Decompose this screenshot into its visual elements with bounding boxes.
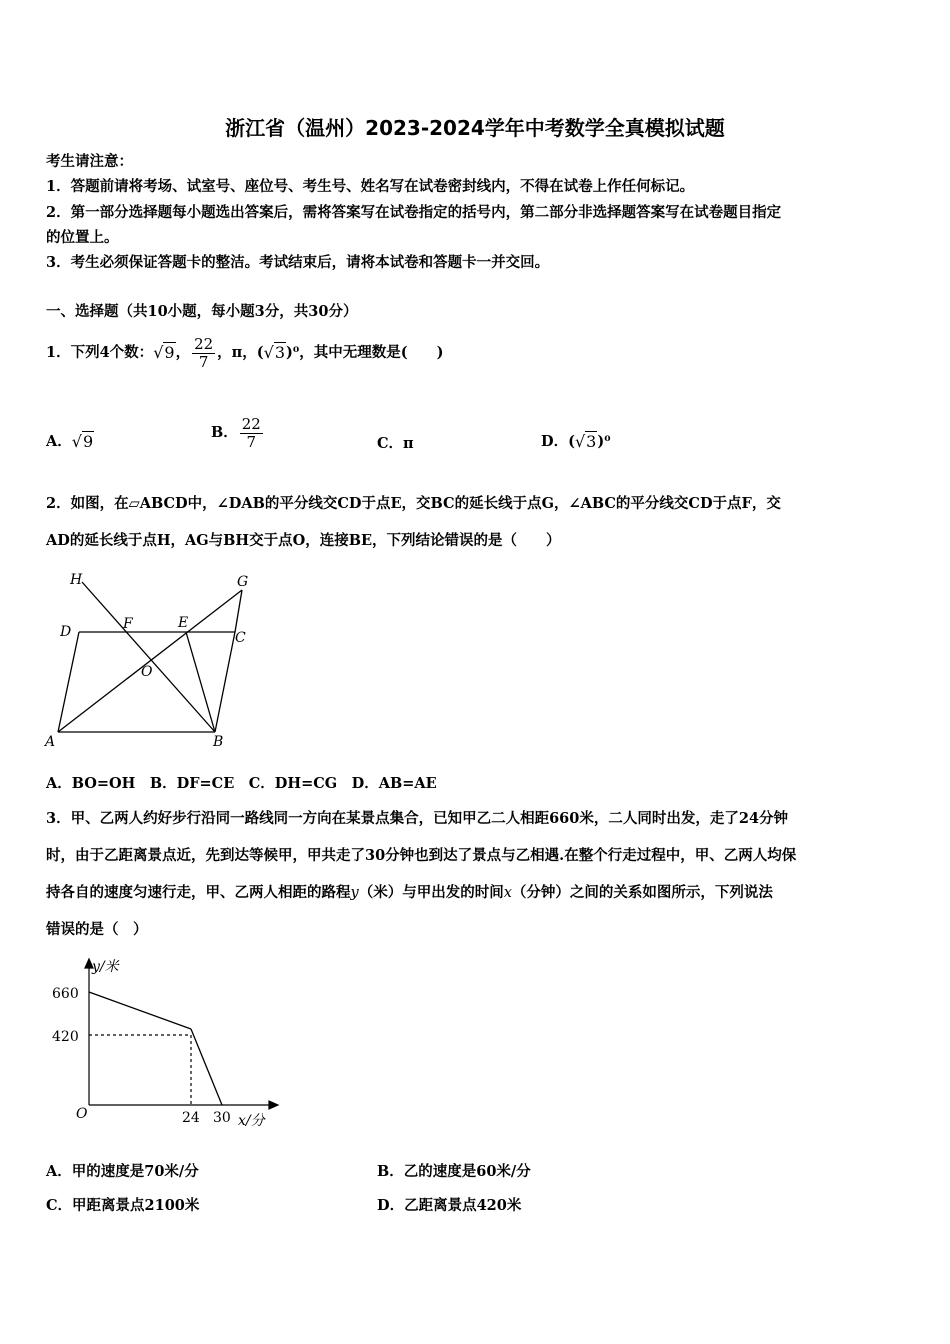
x-axis-arrow	[269, 1101, 278, 1109]
page-title: 浙江省（温州）2023-2024学年中考数学全真模拟试题	[225, 116, 725, 140]
q2-line-1: 2．如图，在▱ABCD中，∠DAB的平分线交CD于点E，交BC的延长线于点G，∠ABC的平分线交CD于点F，交	[46, 495, 781, 512]
q1-sqrt9-radicand: 9	[164, 343, 175, 362]
label-b: B	[213, 734, 224, 750]
label-h: H	[70, 572, 83, 588]
label-g: G	[237, 574, 249, 590]
q3-line-1: 3．甲、乙两人约好步行沿同一路线同一方向在某景点集合，已知甲乙二人相距660米，二人同时出发，走了24分钟	[46, 810, 789, 827]
label-f: F	[123, 616, 133, 632]
line-cg	[235, 590, 242, 632]
side-ad	[58, 632, 79, 732]
y-tick-660: 660	[52, 986, 79, 1002]
q1-frac-num: 22	[194, 334, 214, 353]
q3-option-d: D．乙距离景点420米	[377, 1197, 522, 1214]
notice-item-2: 2．第一部分选择题每小题选出答案后，需将答案写在试卷指定的括号内，第二部分非选择题答案写在试卷题目指定	[46, 204, 782, 221]
section-heading: 一、选择题（共10小题，每小题3分，共30分）	[46, 303, 358, 320]
q1-a-sqrt: √9	[71, 432, 94, 451]
q1-power-tail: )⁰，其中无理数是( )	[286, 344, 444, 361]
q1-sqrt3-radicand: 3	[274, 343, 286, 362]
q1-option-a	[46, 432, 94, 452]
q1-d-label: D．(	[541, 433, 575, 450]
y-axis-label: y/米	[92, 959, 119, 975]
y-tick-420: 420	[52, 1029, 79, 1045]
q1-sqrt3: √3	[263, 343, 286, 362]
q1-sep2: ，π，(	[217, 344, 264, 361]
q1-prefix: 1．下列4个数：	[46, 344, 154, 361]
label-e: E	[178, 615, 189, 631]
q1-fraction	[192, 336, 215, 371]
distance-time-graph	[42, 955, 292, 1135]
q1-b-label: B．	[211, 424, 238, 441]
line-bh	[82, 582, 215, 732]
notice-item-1: 1．答题前请将考场、试室号、座位号、考生号、姓名写在试卷密封线内，不得在试卷上作任何标记。	[46, 178, 695, 195]
x-tick-30: 30	[213, 1110, 231, 1126]
x-tick-24: 24	[182, 1110, 200, 1126]
notice-item-2-cont: 的位置上。	[46, 229, 119, 246]
q1-a-radicand: 9	[82, 432, 94, 451]
q1-sep1: ，	[175, 344, 191, 361]
parallelogram-figure	[42, 568, 262, 758]
notice-heading: 考生请注意：	[46, 153, 133, 170]
label-a: A	[45, 734, 56, 750]
q3-option-b: B．乙的速度是60米/分	[377, 1163, 531, 1180]
q1-frac-den: 7	[198, 352, 209, 371]
q1-sqrt9: √9	[153, 343, 175, 362]
q1-b-den: 7	[246, 432, 257, 451]
q1-b-num: 22	[241, 414, 261, 433]
q3-line-3b: （米）与甲出发的时间	[358, 884, 504, 901]
question-1	[46, 328, 443, 378]
q3-var-y: y	[350, 885, 359, 901]
q1-a-label: A．	[46, 433, 72, 450]
q1-b-fraction	[240, 416, 263, 451]
line-ag	[58, 590, 242, 732]
q1-option-d	[541, 432, 611, 452]
x-axis-label: x/分	[238, 1113, 265, 1129]
q3-line-4: 错误的是（ ）	[46, 921, 148, 938]
q2-line-2: AD的延长线于点H，AG与BH交于点O，连接BE，下列结论错误的是（ ）	[46, 532, 561, 549]
q3-option-c: C．甲距离景点2100米	[46, 1197, 200, 1214]
graph-segment-1	[89, 992, 191, 1029]
side-bc	[215, 632, 235, 732]
label-o: O	[141, 664, 153, 680]
graph-segment-2	[191, 1029, 222, 1105]
q3-option-a: A．甲的速度是70米/分	[46, 1163, 199, 1180]
label-d: D	[60, 624, 72, 640]
label-c: C	[235, 630, 246, 646]
q1-option-c: C．π	[377, 435, 414, 452]
origin-label: O	[76, 1106, 88, 1122]
q1-d-radicand: 3	[586, 432, 597, 451]
q1-option-b	[211, 408, 265, 458]
q3-line-3a: 持各自的速度匀速行走，甲、乙两人相距的路程	[46, 884, 351, 901]
line-be	[186, 632, 215, 732]
q3-line-3c: （分钟）之间的关系如图所示，下列说法	[511, 884, 773, 901]
q3-line-2: 时，由于乙距离景点近，先到达等候甲，甲共走了30分钟也到达了景点与乙相遇.在整个行走过程中，甲、乙两人均保	[46, 847, 797, 864]
q1-d-power: )⁰	[597, 433, 611, 450]
q3-line-3	[46, 883, 773, 903]
q3-var-x: x	[503, 885, 512, 901]
q2-options: A．BO=OH B．DF=CE C．DH=CG D．AB=AE	[46, 775, 437, 792]
notice-item-3: 3．考生必须保证答题卡的整洁。考试结束后，请将本试卷和答题卡一并交回。	[46, 254, 550, 271]
q1-d-sqrt: √3	[574, 432, 597, 451]
